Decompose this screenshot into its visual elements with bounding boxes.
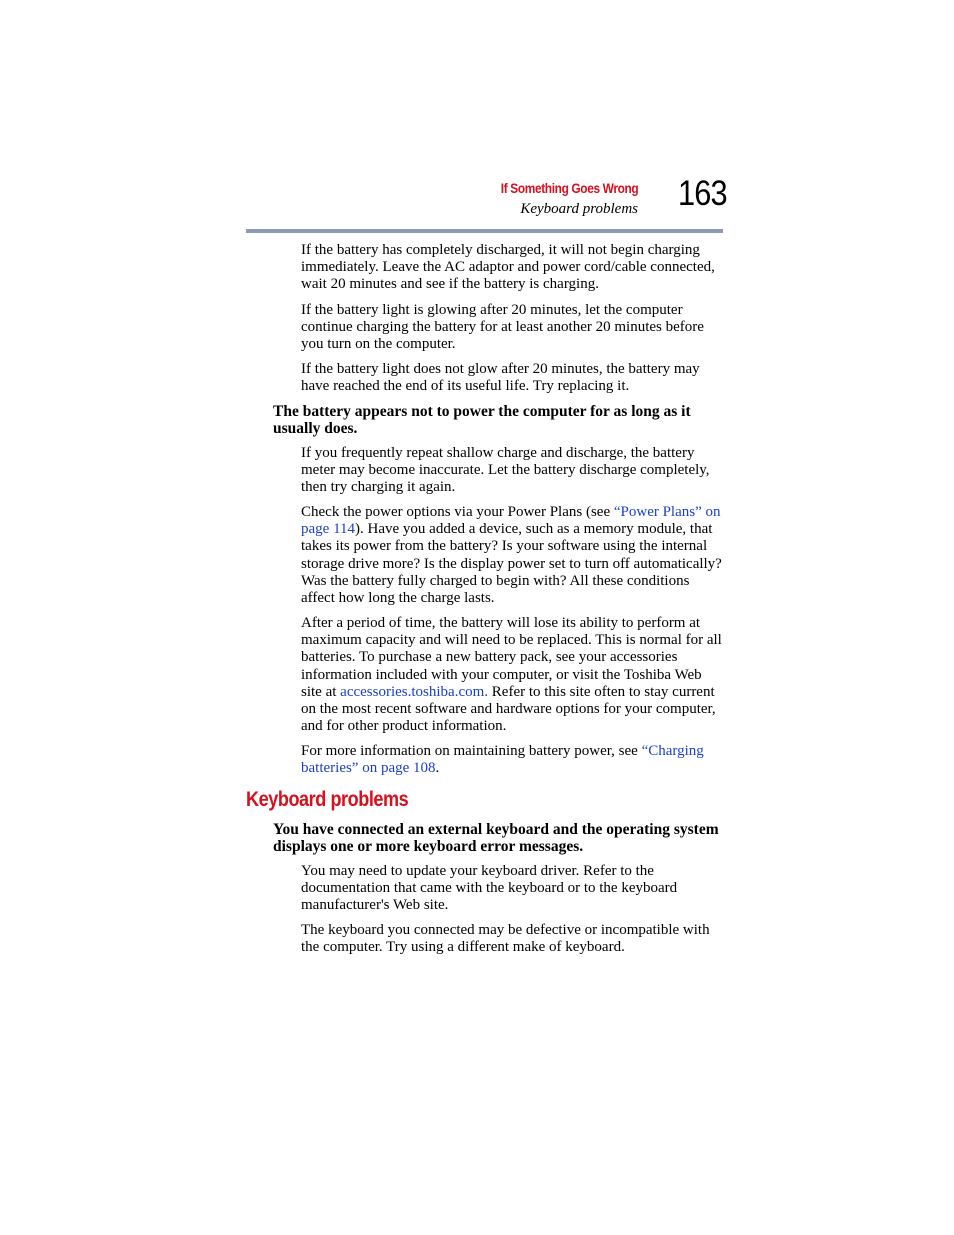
section-title-keyboard-problems: Keyboard problems — [246, 788, 409, 811]
paragraph-charging-batteries — [301, 743, 726, 777]
header-rule — [246, 229, 723, 233]
link-accessories-site[interactable]: accessories.toshiba.com. — [340, 683, 489, 700]
paragraph-battery-replacement — [301, 615, 726, 735]
paragraph-battery-light-not-glowing: If the battery light does not glow after 20 minutes, the battery may have reached the end of its useful life. Try replacing it. — [301, 361, 700, 395]
paragraph-shallow-charge: If you frequently repeat shallow charge and discharge, the battery meter may become inaccurate. Let the battery discharge completely, then try charging it again. — [301, 445, 710, 496]
subheading-battery-power-duration: The battery appears not to power the computer for as long as it usually does. — [273, 403, 691, 438]
paragraph-keyboard-defective: The keyboard you connected may be defective or incompatible with the computer. Try using a different make of keyboard. — [301, 922, 710, 956]
text-segment: . — [435, 760, 440, 777]
paragraph-power-plans — [301, 504, 726, 607]
link-power-plans[interactable]: “Power Plans” on page 114 — [301, 504, 721, 538]
page-number: 163 — [678, 174, 727, 213]
text-segment: Check the power options via your Power Plans (see — [301, 504, 614, 520]
link-charging-batteries[interactable]: “Charging batteries” on page 108 — [301, 743, 704, 777]
paragraph-battery-discharged: If the battery has completely discharged, it will not begin charging immediately. Leave the AC adaptor and power cord/cable connected, wait 20 minutes and see if the battery is charging. — [301, 242, 715, 293]
paragraph-keyboard-driver: You may need to update your keyboard driver. Refer to the documentation that came with the keyboard or to the keyboard manufacturer's Web site. — [301, 863, 678, 914]
text-segment: ). Have you added a device, such as a memory module, that takes its power from the battery? Is your software using the internal storage drive more? Is the display power set to turn off automatically? Was the battery fully charged to begin with? All these conditions affect how long the charge lasts. — [301, 521, 722, 607]
text-segment: After a period of time, the battery will lose its ability to perform at maximum capacity and will need to be replaced. This is normal for all batteries. To purchase a new battery pack, see your accessories information included with your computer, or visit the Toshiba Web site at — [301, 615, 722, 700]
subheading-external-keyboard: You have connected an external keyboard and the operating system displays one or more keyboard error messages. — [273, 821, 719, 856]
running-header-section: Keyboard problems — [520, 201, 638, 217]
paragraph-battery-light-glowing: If the battery light is glowing after 20 minutes, let the computer continue charging the battery for at least another 20 minutes before you turn on the computer. — [301, 302, 704, 353]
text-segment: Refer to this site often to stay current on the most recent software and hardware options for your computer, and for other product information. — [301, 683, 716, 735]
text-segment: For more information on maintaining battery power, see — [301, 743, 642, 759]
running-header-chapter: If Something Goes Wrong — [500, 181, 638, 196]
